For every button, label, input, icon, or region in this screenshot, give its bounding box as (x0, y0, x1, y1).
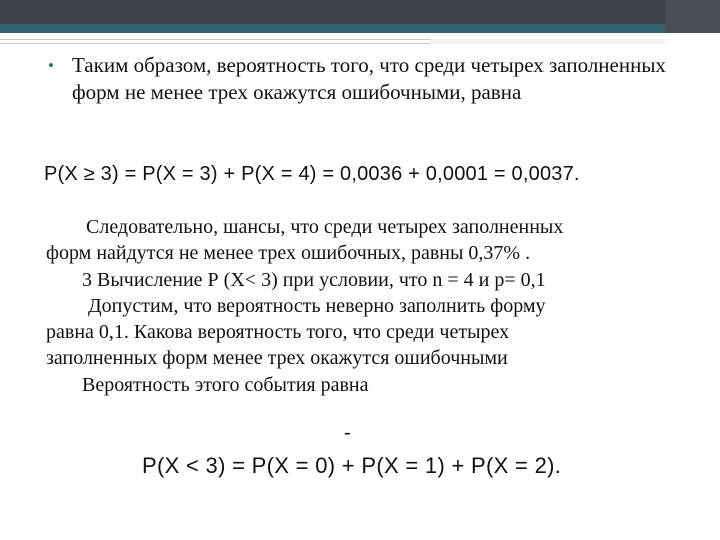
body-text (46, 214, 686, 398)
text-line: 3 Вычисление Р (Х< 3) при условии, что n = 4 и p= 0,1 (82, 268, 546, 291)
slide-top-bar (0, 0, 720, 24)
text-line: форм найдутся не менее трех ошибочных, равны 0,37% . (46, 242, 531, 265)
text-line: Допустим, что вероятность неверно заполнить форму (88, 294, 546, 317)
top-bar-dark-band (0, 0, 720, 24)
text-line: Вероятность этого события равна (82, 373, 369, 396)
top-bar-teal-band (0, 24, 720, 33)
text-line: заполненных форм менее трех окажутся ошибочными (46, 347, 508, 370)
stray-mark: - (344, 422, 351, 444)
bullet-text: Таким образом, вероятность того, что среди четырех заполненных форм не менее трех окажутся ошибочными, равна (72, 53, 666, 104)
header-rule-highlight (430, 39, 665, 44)
formula-probability-at-least-three: P(X ≥ 3) = P(X = 3) + P(X = 4) = 0,0036 + 0,0001 = 0,0037. (44, 163, 580, 185)
text-line: Следовательно, шансы, что среди четырех заполненных (86, 216, 564, 238)
formula-probability-less-than-three: P(X < 3) = P(X = 0) + P(X = 1) + P(X = 2). (142, 453, 562, 478)
text-line: равна 0,1. Какова вероятность того, что среди четырех (46, 321, 510, 344)
bullet-marker: • (48, 56, 54, 75)
top-bar-right-block (665, 0, 720, 33)
